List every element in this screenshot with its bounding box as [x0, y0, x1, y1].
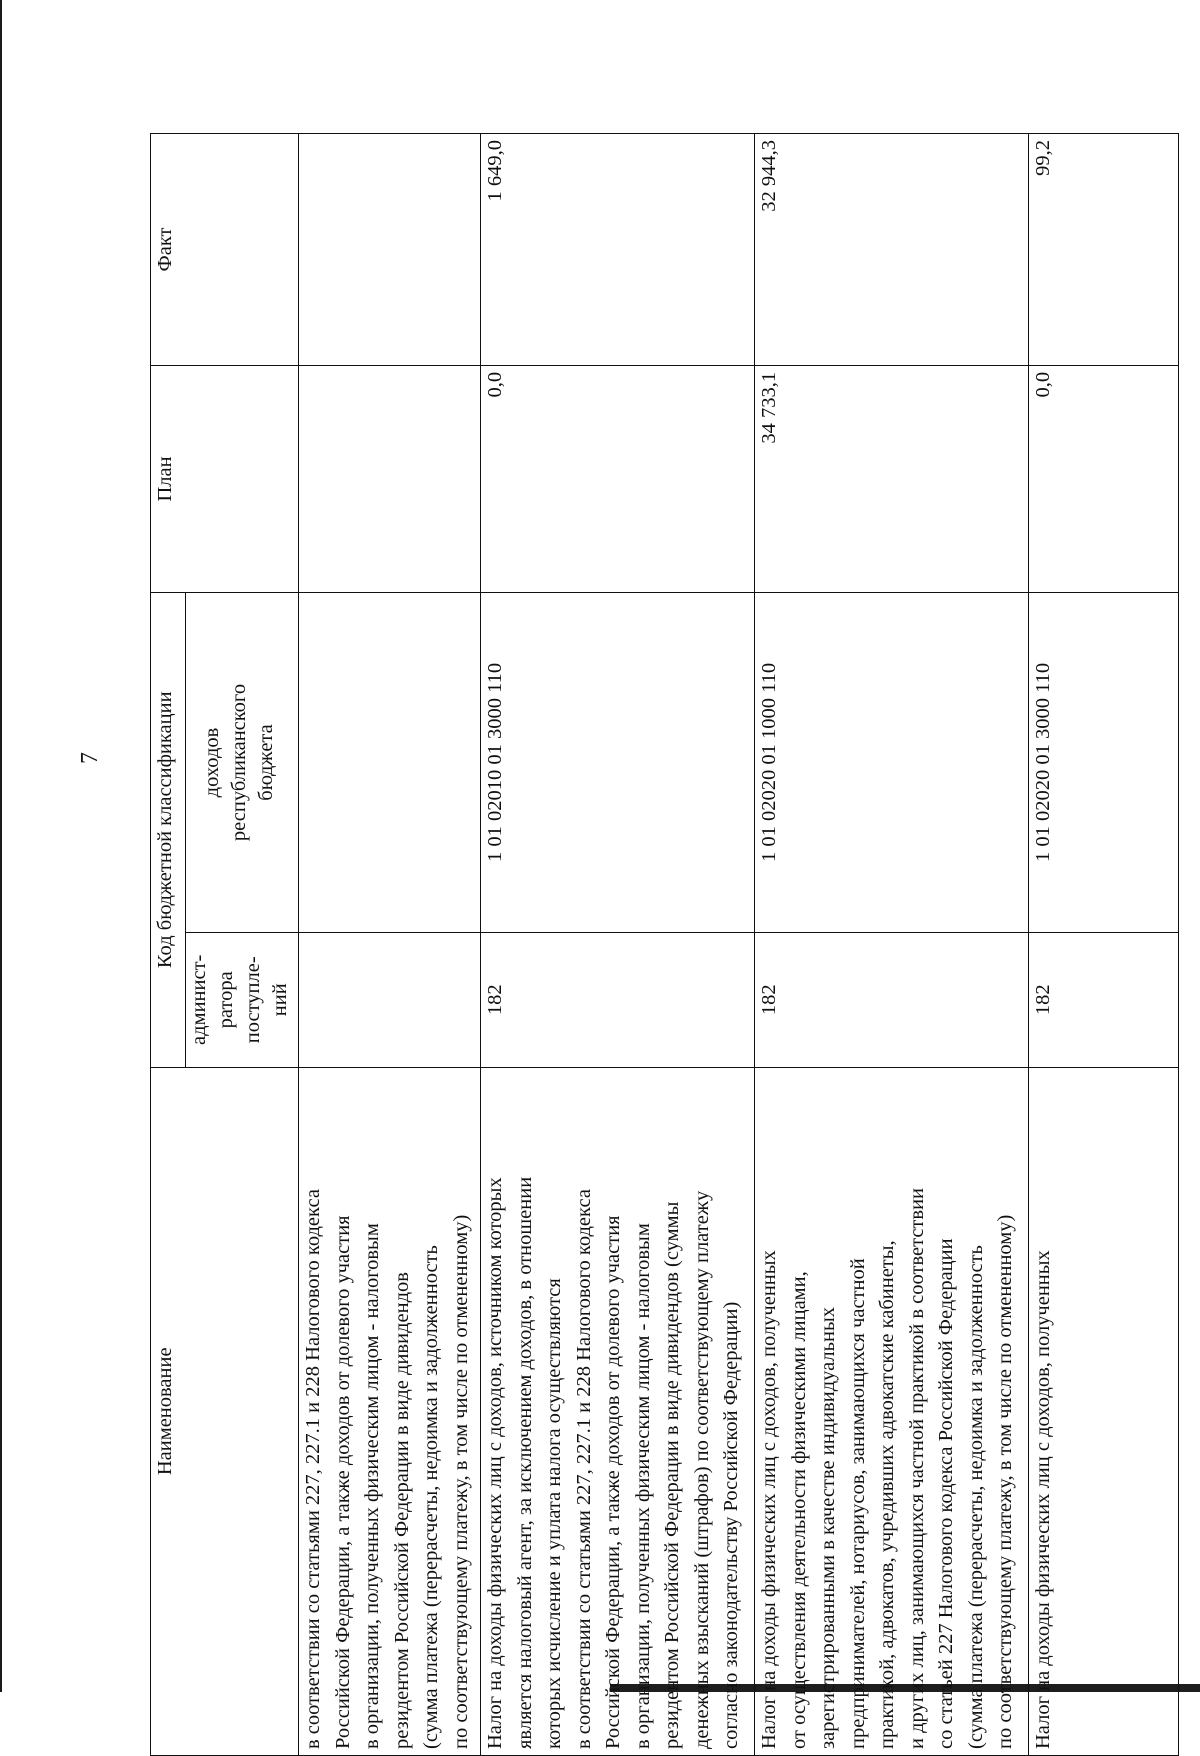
row-income-code: 1 01 02020 01 1000 110	[755, 592, 1029, 932]
row-income-code	[299, 592, 481, 932]
header-name: Наименование	[151, 1067, 299, 1755]
table-row	[755, 134, 1029, 1756]
header-code-group: Код бюджетной классификации	[151, 592, 186, 1067]
row-fact: 1 649,0	[481, 134, 755, 366]
header-fact: Факт	[151, 134, 299, 366]
row-name: в соответствии со статьями 227, 227.1 и 228 Налогового кодекса Российской Федерации, а также доходов от долевого участия в организации, полученных физическим лицом - налоговым резидентом Российской Федерации в виде дивидендов (сумма платежа (перерасчеты, недоимка и задолженность по соответствующему платежу, в том числе по отмененному)	[299, 1067, 481, 1755]
rotated-page	[150, 133, 1181, 1756]
budget-table	[150, 133, 1179, 1756]
row-fact: 32 944,3	[755, 134, 1029, 366]
row-name: Налог на доходы физических лиц с доходов, источником которых является налоговый агент, за исключением доходов, в отношении которых исчисление и уплата налога осуществляются в соответствии со статьями 227, 227.1 и 228 Налогового кодекса Российской Федерации, а также доходов от долевого участия в организации, полученных физическим лицом - налоговым резидентом Российской Федерации в виде дивидендов (суммы денежных взысканий (штрафов) по соответствующему платежу согласно законодательству Российской Федерации)	[481, 1067, 755, 1755]
header-plan: План	[151, 365, 299, 592]
page-number: 7	[77, 752, 103, 764]
table-row	[299, 134, 481, 1756]
row-plan	[299, 365, 481, 592]
table-row	[1029, 134, 1179, 1756]
row-fact	[299, 134, 481, 366]
row-admin-code: 182	[755, 933, 1029, 1068]
row-income-code: 1 01 02010 01 3000 110	[481, 592, 755, 932]
row-income-code: 1 01 02020 01 3000 110	[1029, 592, 1179, 932]
row-name: Налог на доходы физических лиц с доходов, полученных	[1029, 1067, 1179, 1755]
row-name: Налог на доходы физических лиц с доходов, полученных от осуществления деятельности физическими лицами, зарегистрированными в качестве индивидуальных предпринимателей, нотариусов, занимающихся частной практикой, адвокатов, учредивших адвокатские кабинеты, и других лиц, занимающихся частной практикой в соответствии со статьей 227 Налогового кодекса Российской Федерации (сумма платежа (перерасчеты, недоимка и задолженность по соответствующему платежу, в том числе по отмененному)	[755, 1067, 1029, 1755]
row-plan: 0,0	[1029, 365, 1179, 592]
table-row	[481, 134, 755, 1756]
row-plan: 34 733,1	[755, 365, 1029, 592]
header-row-1	[151, 134, 186, 1756]
row-plan: 0,0	[481, 365, 755, 592]
header-admin: админист- ратора поступле- ний	[186, 933, 299, 1068]
scan-left-edge	[0, 0, 2, 1692]
row-admin-code	[299, 933, 481, 1068]
row-admin-code: 182	[481, 933, 755, 1068]
header-income: доходов республиканского бюджета	[186, 592, 299, 932]
row-fact: 99,2	[1029, 134, 1179, 366]
row-admin-code: 182	[1029, 933, 1179, 1068]
